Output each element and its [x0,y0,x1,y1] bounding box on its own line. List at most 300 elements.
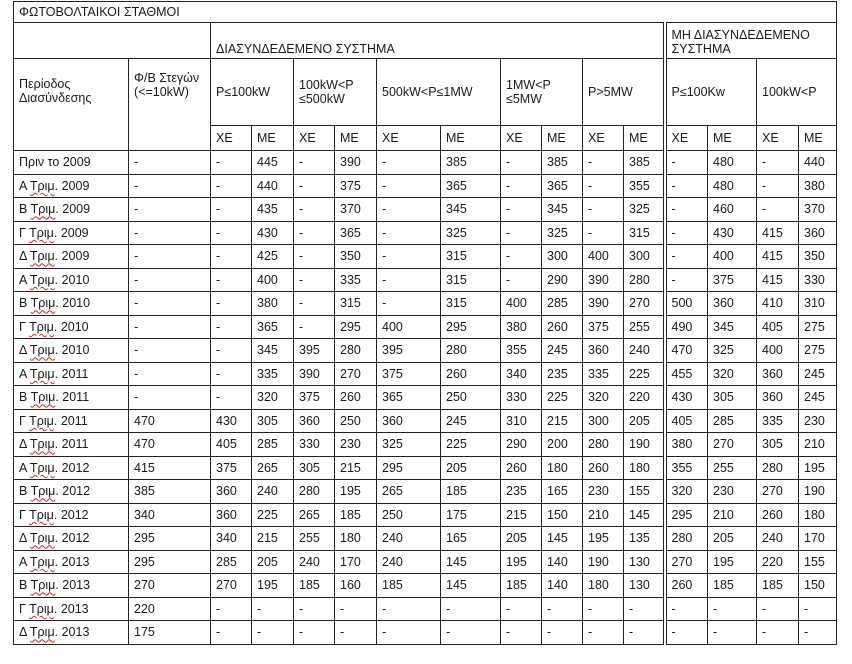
value-cell: - [665,221,708,245]
period-prefix: Β [19,390,31,405]
subheader-me: ΜΕ [624,126,665,151]
value-cell: 190 [799,480,837,504]
value-cell: 215 [335,456,377,480]
value-cell: 380 [501,315,542,339]
value-cell: 160 [335,574,377,598]
value-cell: 385 [542,151,583,175]
rooftop-value-cell: 470 [129,433,211,457]
value-cell: 275 [799,315,837,339]
value-cell: 240 [377,527,441,551]
value-cell: 245 [542,339,583,363]
period-prefix: Β [19,578,31,593]
value-cell: 330 [799,268,837,292]
value-cell: 280 [665,527,708,551]
period-quarter-word: Τριμ [29,531,55,546]
column-header-100kw-500kw: 100kW<P ≤500kW [294,59,377,126]
value-cell: 310 [501,409,542,433]
value-cell: 225 [542,386,583,410]
period-prefix: Γ [19,319,30,334]
period-prefix: Δ [19,625,30,640]
value-cell: - [501,151,542,175]
value-cell: 330 [501,386,542,410]
table-row [14,597,837,621]
value-cell: - [211,151,252,175]
value-cell: 265 [252,456,294,480]
group-non-connected-system: ΜΗ ΔΙΑΣΥΝΔΕΔΕΜΕΝΟ ΣΥΣΤΗΜΑ [665,23,837,59]
table-row [14,245,837,269]
value-cell: - [211,315,252,339]
table-row [14,268,837,292]
value-cell: 320 [583,386,624,410]
value-cell: 350 [335,245,377,269]
period-year: . 2012 [53,507,89,522]
value-cell: - [377,597,441,621]
value-cell: - [294,151,335,175]
value-cell: 315 [335,292,377,316]
value-cell: - [211,268,252,292]
value-cell: 290 [501,433,542,457]
value-cell: 305 [252,409,294,433]
value-cell: 315 [624,221,665,245]
value-cell: 145 [542,527,583,551]
value-cell: 225 [252,503,294,527]
period-quarter-word: Τριμ [29,437,55,452]
period-cell [14,386,129,410]
value-cell: - [294,597,335,621]
subheader-me: ΜΕ [441,126,501,151]
rooftop-value-cell: - [129,315,211,339]
value-cell: 170 [335,550,377,574]
value-cell: 215 [542,409,583,433]
value-cell: 205 [708,527,757,551]
value-cell: 360 [708,292,757,316]
value-cell: 155 [799,550,837,574]
value-cell: 445 [252,151,294,175]
value-cell: 305 [294,456,335,480]
value-cell: 390 [335,151,377,175]
value-cell: 390 [583,292,624,316]
value-cell: - [501,597,542,621]
value-cell: 270 [665,550,708,574]
period-year: . 2011 [53,413,88,428]
value-cell: - [757,597,799,621]
value-cell: 335 [583,362,624,386]
value-cell: 360 [211,480,252,504]
value-cell: - [335,621,377,645]
table-row [14,480,837,504]
period-quarter-word: Τριμ [29,460,55,475]
value-cell: 285 [252,433,294,457]
period-year: . 2009 [54,178,90,193]
value-cell: - [294,245,335,269]
value-cell: 390 [583,268,624,292]
value-cell: 195 [252,574,294,598]
value-cell: 335 [252,362,294,386]
value-cell: 360 [294,409,335,433]
value-cell: 320 [252,386,294,410]
value-cell: 480 [708,174,757,198]
value-cell: - [294,292,335,316]
value-cell: 250 [441,386,501,410]
value-cell: 145 [624,503,665,527]
value-cell: 300 [624,245,665,269]
period-quarter-word: Τριμ [29,272,55,287]
table-row [14,151,837,175]
value-cell: 305 [757,433,799,457]
value-cell: - [441,621,501,645]
period-cell [14,574,129,598]
value-cell: 360 [377,409,441,433]
period-year: . 2010 [54,343,90,358]
value-cell: 430 [665,386,708,410]
period-cell [14,433,129,457]
period-year: . 2013 [53,601,89,616]
value-cell: 240 [377,550,441,574]
rooftop-value-cell: - [129,198,211,222]
value-cell: 275 [799,339,837,363]
rooftop-value-cell: - [129,292,211,316]
value-cell: 270 [624,292,665,316]
value-cell: 365 [441,174,501,198]
value-cell: 440 [252,174,294,198]
period-cell [14,292,129,316]
period-quarter-word: Τριμ [30,578,56,593]
period-year: . 2010 [55,296,91,311]
value-cell: - [377,621,441,645]
value-cell: 195 [708,550,757,574]
value-cell: 370 [335,198,377,222]
rooftop-value-cell: - [129,245,211,269]
value-cell: - [665,151,708,175]
value-cell: 240 [252,480,294,504]
value-cell: 205 [501,527,542,551]
period-year: . 2010 [54,272,90,287]
value-cell: 235 [501,480,542,504]
value-cell: 330 [294,433,335,457]
table-row [14,574,837,598]
table-row [14,315,837,339]
value-cell: - [294,621,335,645]
value-cell: - [542,621,583,645]
value-cell: - [252,621,294,645]
table-row [14,198,837,222]
value-cell: 185 [708,574,757,598]
value-cell: 405 [211,433,252,457]
value-cell: 500 [665,292,708,316]
value-cell: 470 [665,339,708,363]
value-cell: - [665,245,708,269]
value-cell: 375 [708,268,757,292]
period-quarter-word: Τριμ [29,319,54,334]
value-cell: - [583,151,624,175]
value-cell: 255 [294,527,335,551]
period-prefix: Γ [19,601,30,616]
period-cell [14,174,129,198]
table-row [14,409,837,433]
table-row [14,339,837,363]
value-cell: 380 [252,292,294,316]
value-cell: 325 [624,198,665,222]
value-cell: 225 [441,433,501,457]
value-cell: 150 [542,503,583,527]
value-cell: 230 [799,409,837,433]
value-cell: 430 [211,409,252,433]
rooftop-value-cell: - [129,268,211,292]
value-cell: 205 [441,456,501,480]
value-cell: - [583,221,624,245]
value-cell: - [377,245,441,269]
value-cell: - [294,174,335,198]
table-row [14,174,837,198]
value-cell: 165 [542,480,583,504]
table-row [14,386,837,410]
column-header-rooftop-pv: Φ/Β Στεγών (<=10kW) [129,59,211,151]
value-cell: 185 [335,503,377,527]
value-cell: 220 [624,386,665,410]
value-cell: 380 [665,433,708,457]
value-cell: 305 [708,386,757,410]
value-cell: 150 [799,574,837,598]
value-cell: - [501,198,542,222]
rooftop-value-cell: - [129,221,211,245]
value-cell: 195 [799,456,837,480]
value-cell: 300 [542,245,583,269]
value-cell: 130 [624,574,665,598]
value-cell: - [501,174,542,198]
rooftop-value-cell: - [129,386,211,410]
period-quarter-word: Τριμ [29,413,54,428]
column-header-1mw-5mw: 1MW<P ≤5MW [501,59,583,126]
value-cell: 220 [757,550,799,574]
value-cell: 185 [377,574,441,598]
period-prefix: Δ [19,437,30,452]
period-cell [14,245,129,269]
value-cell: - [211,198,252,222]
table-row [14,362,837,386]
value-cell: 405 [757,315,799,339]
period-prefix: Πριν το 2009 [19,155,91,170]
period-quarter-word: Τριμ [30,390,56,405]
table-row [14,456,837,480]
period-cell [14,268,129,292]
period-cell [14,315,129,339]
value-cell: - [377,292,441,316]
value-cell: 215 [252,527,294,551]
value-cell: 155 [624,480,665,504]
value-cell: 440 [799,151,837,175]
value-cell: 295 [665,503,708,527]
value-cell: 190 [624,433,665,457]
value-cell: 335 [757,409,799,433]
value-cell: 400 [377,315,441,339]
value-cell: 375 [294,386,335,410]
value-cell: 415 [757,221,799,245]
subheader-xe: ΧΕ [583,126,624,151]
value-cell: 345 [252,339,294,363]
value-cell: 400 [252,268,294,292]
value-cell: 255 [708,456,757,480]
value-cell: 320 [665,480,708,504]
value-cell: - [708,621,757,645]
period-year: . 2009 [55,202,91,217]
value-cell: 320 [708,362,757,386]
value-cell: 430 [708,221,757,245]
value-cell: 425 [252,245,294,269]
period-cell [14,503,129,527]
value-cell: - [708,597,757,621]
value-cell: 245 [441,409,501,433]
rooftop-value-cell: - [129,174,211,198]
value-cell: 270 [211,574,252,598]
value-cell: 310 [799,292,837,316]
value-cell: 380 [799,174,837,198]
value-cell: 245 [799,386,837,410]
value-cell: 375 [583,315,624,339]
value-cell: 400 [501,292,542,316]
value-cell: - [665,174,708,198]
value-cell: 280 [624,268,665,292]
value-cell: 265 [294,503,335,527]
value-cell: 345 [441,198,501,222]
period-cell [14,339,129,363]
period-prefix: Β [19,484,31,499]
period-year: . 2011 [55,390,90,405]
value-cell: 370 [799,198,837,222]
rooftop-value-cell: 470 [129,409,211,433]
value-cell: 325 [377,433,441,457]
value-cell: 225 [624,362,665,386]
value-cell: 240 [294,550,335,574]
value-cell: 270 [757,480,799,504]
period-year: . 2010 [53,319,89,334]
value-cell: 170 [799,527,837,551]
value-cell: 265 [377,480,441,504]
period-year: . 2009 [54,249,90,264]
table-row [14,621,837,645]
value-cell: 355 [665,456,708,480]
rooftop-value-cell: - [129,362,211,386]
value-cell: - [665,268,708,292]
period-cell [14,597,129,621]
period-quarter-word: Τριμ [29,625,55,640]
column-header-p-le-100kw: P≤100kW [211,59,294,126]
value-cell: 325 [441,221,501,245]
period-quarter-word: Τριμ [29,601,54,616]
value-cell: 195 [583,527,624,551]
value-cell: 285 [211,550,252,574]
value-cell: 365 [377,386,441,410]
value-cell: 315 [441,268,501,292]
value-cell: 280 [757,456,799,480]
value-cell: - [583,174,624,198]
period-cell [14,456,129,480]
value-cell: 365 [252,315,294,339]
value-cell: - [377,268,441,292]
value-cell: - [252,597,294,621]
period-prefix: Α [19,554,30,569]
period-cell [14,621,129,645]
value-cell: - [211,221,252,245]
value-cell: 300 [583,409,624,433]
value-cell: 490 [665,315,708,339]
value-cell: - [377,151,441,175]
value-cell: 360 [583,339,624,363]
period-prefix: Β [19,296,31,311]
value-cell: - [624,621,665,645]
value-cell: 145 [441,574,501,598]
value-cell: - [441,597,501,621]
column-header-500kw-1mw: 500kW<P≤1MW [377,59,501,126]
value-cell: 205 [252,550,294,574]
value-cell: 405 [665,409,708,433]
value-cell: - [757,151,799,175]
value-cell: 270 [708,433,757,457]
period-cell [14,151,129,175]
value-cell: - [377,174,441,198]
value-cell: 345 [542,198,583,222]
period-prefix: Α [19,178,30,193]
value-cell: 285 [708,409,757,433]
period-quarter-word: Τριμ [29,366,55,381]
table-row [14,527,837,551]
value-cell: 360 [211,503,252,527]
value-cell: - [757,174,799,198]
subheader-me: ΜΕ [542,126,583,151]
period-quarter-word: Τριμ [30,202,56,217]
column-header-period: Περίοδος Διασύνδεσης [14,59,129,151]
value-cell: 325 [708,339,757,363]
value-cell: 260 [501,456,542,480]
value-cell: 255 [624,315,665,339]
column-header-p-gt-5mw: P>5MW [583,59,665,126]
value-cell: 430 [252,221,294,245]
value-cell: 360 [757,362,799,386]
value-cell: - [501,221,542,245]
rooftop-value-cell: - [129,151,211,175]
table-row [14,221,837,245]
table-row [14,292,837,316]
value-cell: 245 [799,362,837,386]
value-cell: 285 [542,292,583,316]
period-prefix: Δ [19,531,30,546]
period-year: . 2012 [54,531,90,546]
period-year: . 2011 [54,437,89,452]
value-cell: 295 [335,315,377,339]
value-cell: 260 [335,386,377,410]
period-cell [14,221,129,245]
value-cell: 260 [441,362,501,386]
value-cell: 235 [542,362,583,386]
value-cell: - [211,245,252,269]
subheader-xe: ΧΕ [665,126,708,151]
column-header-nc-p-le-100kw: P≤100Kw [665,59,757,126]
value-cell: - [211,292,252,316]
value-cell: - [542,597,583,621]
value-cell: 200 [542,433,583,457]
value-cell: 250 [377,503,441,527]
value-cell: 355 [501,339,542,363]
value-cell: 365 [335,221,377,245]
pv-tariff-table [13,1,837,645]
value-cell: - [624,597,665,621]
value-cell: 280 [335,339,377,363]
column-header-nc-100kw-plus: 100kW<P [757,59,837,126]
rooftop-value-cell: 415 [129,456,211,480]
value-cell: 335 [335,268,377,292]
value-cell: - [583,621,624,645]
value-cell: 240 [757,527,799,551]
value-cell: 415 [757,245,799,269]
